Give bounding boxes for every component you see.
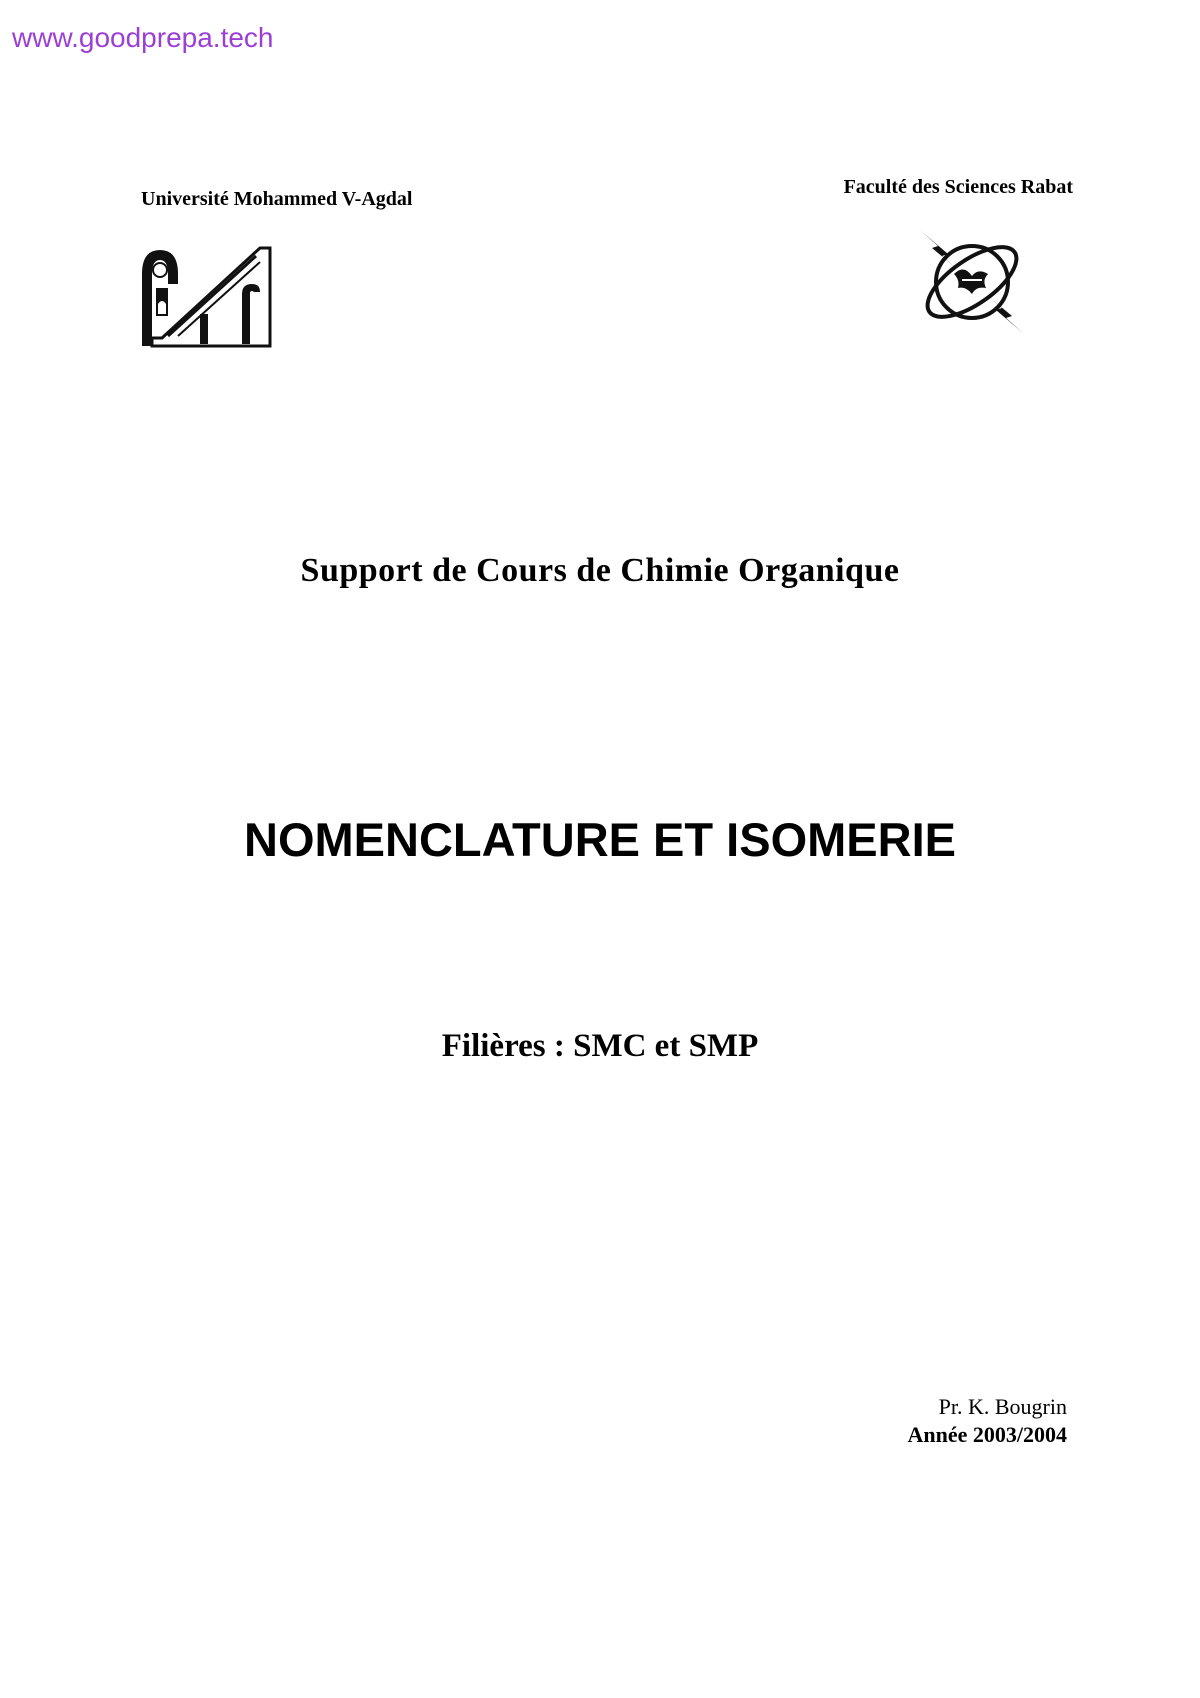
academic-year: Année 2003/2004: [907, 1422, 1067, 1447]
course-support-title: Support de Cours de Chimie Organique: [300, 552, 900, 589]
watermark-link[interactable]: www.goodprepa.tech: [12, 22, 274, 53]
faculty-name: Faculté des Sciences Rabat: [843, 176, 1073, 198]
university-name: Université Mohammed V-Agdal: [141, 188, 413, 210]
author-name: Pr. K. Bougrin: [938, 1394, 1067, 1419]
filieres-line: Filières : SMC et SMP: [441, 1028, 759, 1064]
university-logo-icon: [138, 244, 276, 348]
document-main-title: NOMENCLATURE ET ISOMERIE: [244, 813, 956, 866]
faculty-atom-logo-icon: [912, 224, 1032, 340]
